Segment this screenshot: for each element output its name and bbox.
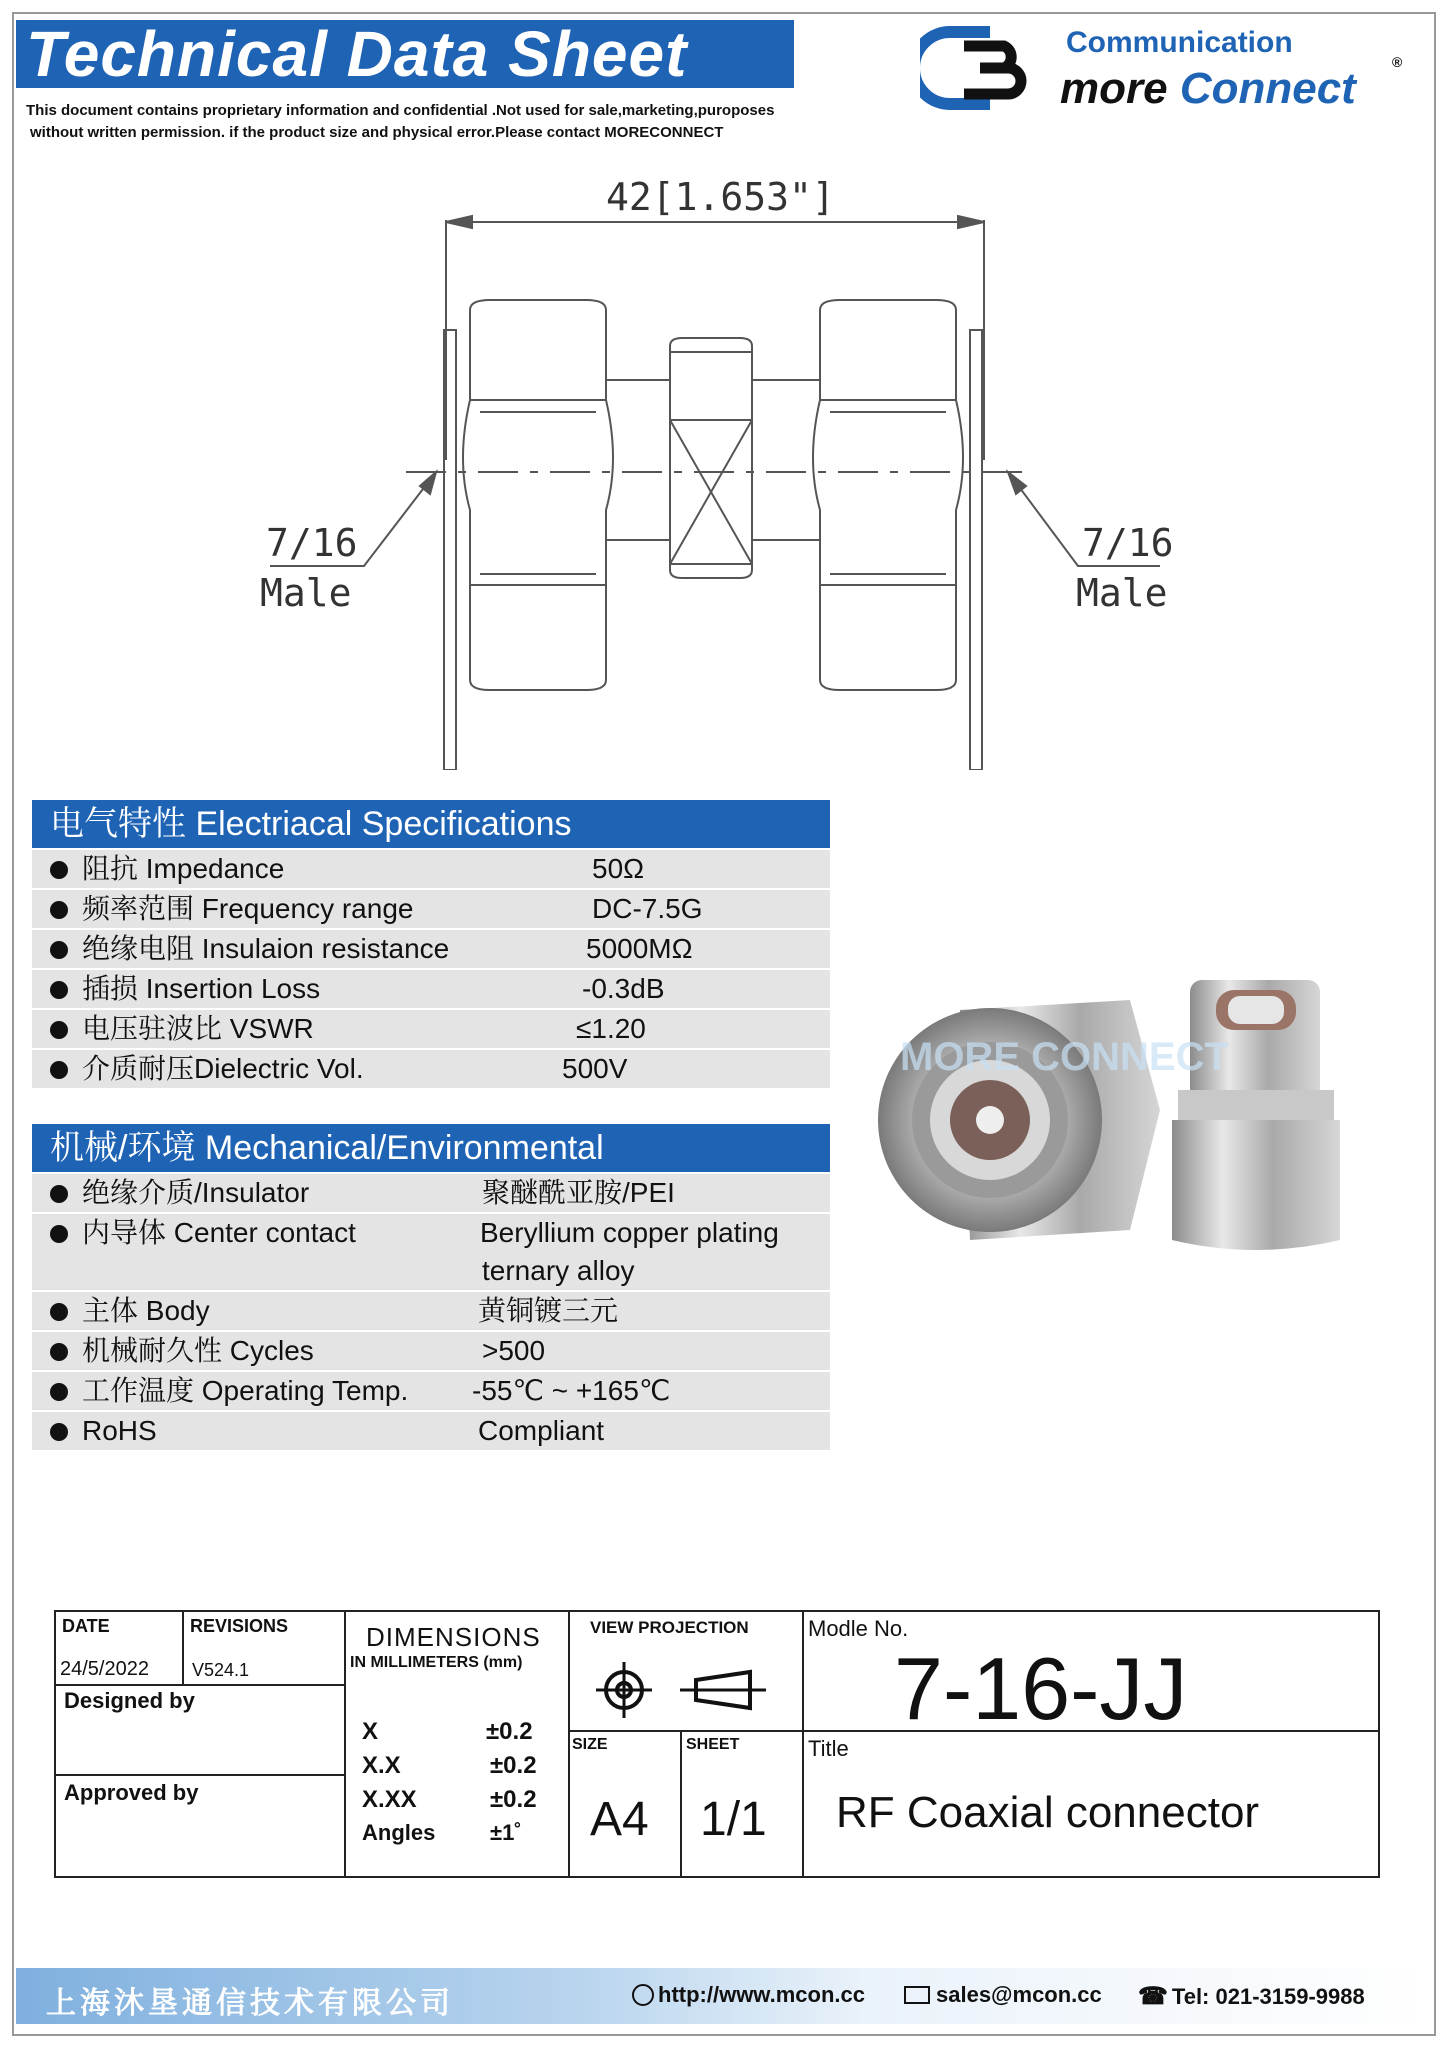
date-value: 24/5/2022: [60, 1658, 149, 1680]
spec-label: 内导体 Center contact: [82, 1217, 356, 1248]
model-number: 7-16-JJ: [894, 1639, 1188, 1738]
title-block: [54, 1610, 1380, 1878]
spec-value: DC-7.5G: [592, 893, 703, 924]
spec-value: -55℃ ~ +165℃: [472, 1375, 671, 1406]
model-label: Modle No.: [808, 1616, 909, 1641]
bullet-icon: [50, 1225, 68, 1243]
bullet-icon: [50, 981, 68, 999]
dimensions-title: DIMENSIONS: [366, 1622, 541, 1652]
tolerance-key: X.X: [362, 1752, 401, 1779]
spec-label: 频率范围 Frequency range: [82, 893, 414, 924]
spec-value-line-2: ternary alloy: [482, 1255, 635, 1286]
tolerance-value: ±0.2: [490, 1786, 537, 1813]
bullet-icon: [50, 1061, 68, 1079]
spec-value: 聚醚酰亚胺/PEI: [482, 1177, 675, 1208]
spec-label: 机械耐久性 Cycles: [82, 1335, 314, 1366]
spec-row: [32, 850, 830, 890]
tolerance-key: X.XX: [362, 1786, 417, 1813]
spec-row: [32, 1412, 830, 1452]
bullet-icon: [50, 1021, 68, 1039]
mechanical-specs-heading: [32, 1124, 830, 1172]
email-text: sales@mcon.cc: [936, 1982, 1102, 2007]
spec-label: 绝缘介质/Insulator: [82, 1177, 310, 1208]
designed-by-label: Designed by: [64, 1688, 195, 1713]
revisions-value: V524.1: [192, 1660, 250, 1680]
bullet-icon: [50, 1185, 68, 1203]
website-link[interactable]: [632, 1982, 865, 2008]
approved-by-label: Approved by: [64, 1780, 199, 1805]
bullet-icon: [50, 861, 68, 879]
view-projection-label: VIEW PROJECTION: [590, 1618, 749, 1637]
spec-row: [32, 1332, 830, 1372]
spec-value: >500: [482, 1335, 546, 1366]
spec-label: 插损 Insertion Loss: [82, 973, 321, 1004]
right-type-label: 7/16: [1082, 521, 1174, 565]
sheet-value: 1/1: [700, 1793, 767, 1846]
spec-row: [32, 970, 830, 1010]
phone-link[interactable]: [1138, 1982, 1365, 2011]
envelope-icon: [904, 1986, 930, 2004]
bullet-icon: [50, 941, 68, 959]
brand-name-part-1: more: [1060, 64, 1180, 113]
spec-row: [32, 1372, 830, 1412]
sheet-label: SHEET: [686, 1736, 740, 1753]
spec-label: 电压驻波比 VSWR: [82, 1013, 314, 1044]
product-photo: [860, 960, 1340, 1260]
tolerance-value: ±1˚: [490, 1820, 522, 1845]
spec-row: [32, 930, 830, 970]
product-title: RF Coaxial connector: [836, 1788, 1260, 1837]
page-title: Technical Data Sheet: [26, 18, 688, 90]
dimensions-unit: IN MILLIMETERS (mm): [350, 1654, 523, 1671]
spec-label: 主体 Body: [82, 1295, 210, 1326]
title-field-label: Title: [808, 1736, 849, 1761]
spec-row: [32, 1050, 830, 1090]
globe-icon: [632, 1984, 654, 2006]
bullet-icon: [50, 1303, 68, 1321]
size-value: A4: [590, 1793, 649, 1846]
bullet-icon: [50, 1343, 68, 1361]
brand-name-part-2: Connect: [1179, 64, 1356, 113]
dimension-label: 42[1.653"]: [606, 175, 835, 219]
spec-label: 工作温度 Operating Temp.: [82, 1375, 409, 1406]
bullet-icon: [50, 901, 68, 919]
tolerance-key: Angles: [362, 1820, 436, 1845]
phone-icon: ☎: [1138, 1983, 1168, 2010]
spec-value: 500V: [562, 1053, 628, 1084]
spec-value: ≤1.20: [576, 1013, 646, 1044]
spec-value: -0.3dB: [582, 973, 665, 1004]
revisions-label: REVISIONS: [190, 1616, 289, 1636]
spec-value: Beryllium copper plating: [480, 1217, 779, 1248]
spec-row: [32, 1010, 830, 1050]
notice-line-1: This document contains proprietary information and confidential .Not used for sale,marketing,puroposes: [26, 102, 775, 119]
spec-value: Compliant: [478, 1415, 605, 1446]
tolerance-value: ±0.2: [490, 1752, 537, 1779]
spec-label: 介质耐压Dielectric Vol.: [82, 1053, 364, 1084]
registered-mark: ®: [1392, 54, 1403, 70]
tolerance-value: ±0.2: [486, 1718, 533, 1745]
bullet-icon: [50, 1423, 68, 1441]
electrical-specs-heading: [32, 800, 830, 848]
mechanical-specs-heading-text: 机械/环境 Mechanical/Environmental: [50, 1129, 604, 1167]
company-logo: [920, 24, 1040, 112]
photo-watermark: MORE CONNECT: [900, 1035, 1229, 1079]
size-label: SIZE: [572, 1736, 608, 1753]
confidentiality-notice: [26, 100, 826, 144]
spec-row: [32, 1292, 830, 1332]
spec-value: 50Ω: [592, 853, 645, 884]
spec-value: 5000MΩ: [586, 933, 693, 964]
brand-tagline: Communication: [1066, 26, 1293, 59]
spec-label: RoHS: [82, 1415, 157, 1446]
spec-row: [32, 1174, 830, 1214]
company-name: 上海沐垦通信技术有限公司: [46, 1986, 454, 2021]
left-type-label: 7/16: [266, 521, 358, 565]
technical-drawing: [240, 160, 1200, 770]
bullet-icon: [50, 1383, 68, 1401]
brand-name: [1060, 64, 1356, 114]
notice-line-2: without written permission. if the product size and physical error.Please contact MORECONNECT: [30, 124, 724, 141]
spec-label: 阻抗 Impedance: [82, 853, 285, 884]
spec-value: 黄铜镀三元: [478, 1295, 619, 1326]
phone-text: Tel: 021-3159-9988: [1171, 1984, 1365, 2009]
spec-label: 绝缘电阻 Insulaion resistance: [82, 933, 450, 964]
projection-symbol-icon: [590, 1660, 790, 1720]
email-link[interactable]: [904, 1982, 1102, 2008]
right-gender-label: Male: [1076, 571, 1168, 615]
website-text: http://www.mcon.cc: [658, 1982, 865, 2007]
date-label: DATE: [62, 1616, 110, 1636]
spec-row: [32, 1214, 830, 1292]
tolerance-key: X: [362, 1718, 379, 1745]
electrical-specs-heading-text: 电气特性 Electriacal Specifications: [50, 805, 572, 843]
left-gender-label: Male: [260, 571, 352, 615]
spec-row: [32, 890, 830, 930]
